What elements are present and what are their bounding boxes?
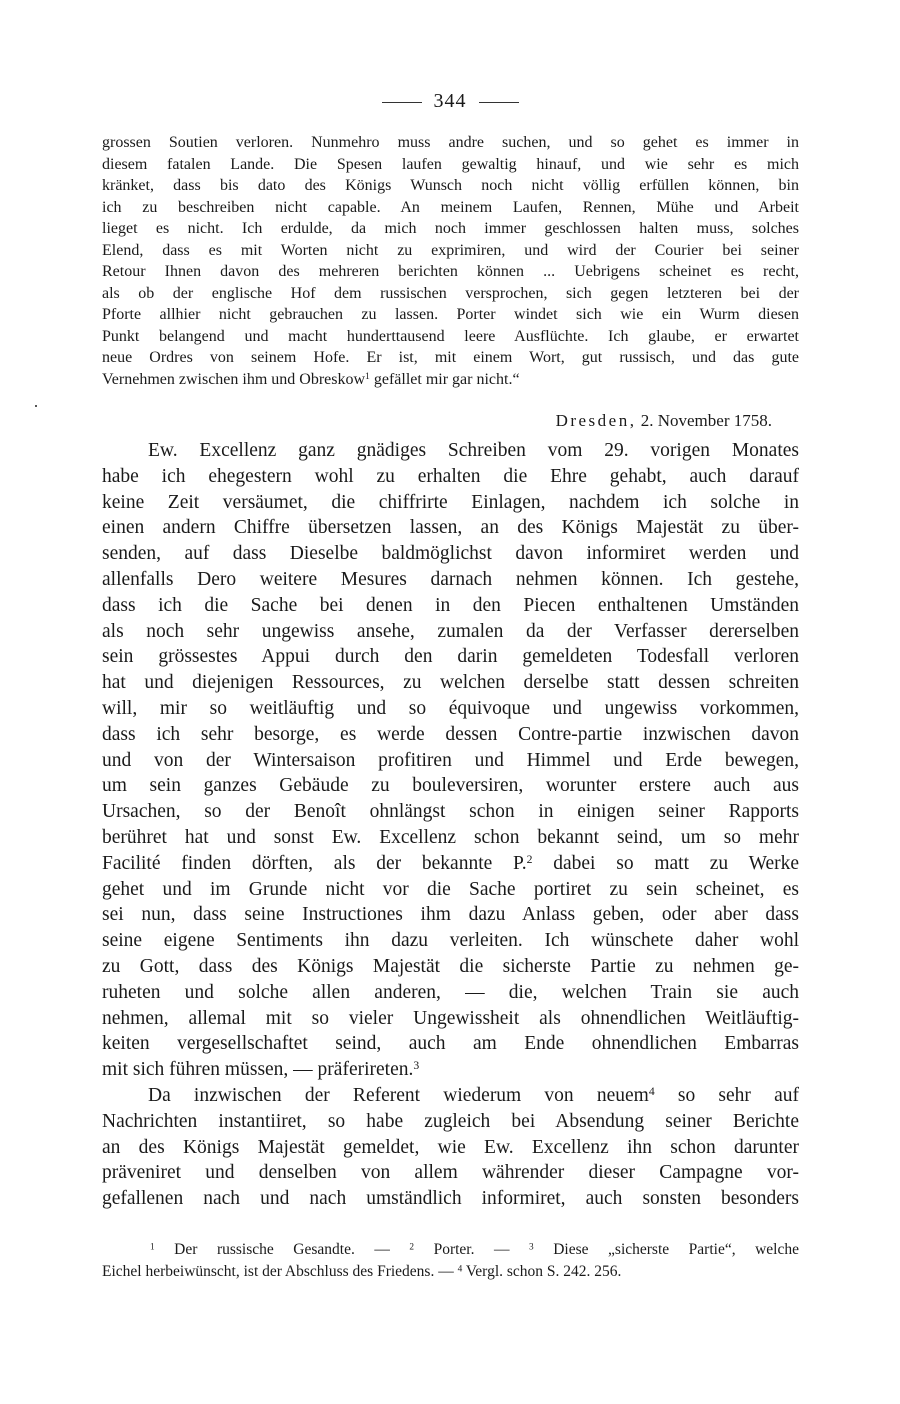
letter-body — [102, 438, 799, 1212]
margin-speck — [35, 405, 37, 407]
footnote-ref: 4 — [648, 1085, 655, 1099]
footnote-ref: 1 — [365, 370, 370, 382]
intro-line: neue Ordres von seinem Hofe. Er ist, mit einem Wort, gut russisch, und das gute — [102, 349, 799, 366]
body-line: präveniret und denselben von allem währender dieser Campagne vor- — [102, 1162, 799, 1184]
footnote-ref: 3 — [413, 1059, 420, 1073]
body-line-text: Facilité finden dörften, als der bekannte P. — [102, 852, 527, 874]
page-number-dash-left — [382, 102, 422, 103]
body-line: hat und diejenigen Ressources, zu welchen derselbe statt dessen schreiten — [102, 672, 799, 694]
intro-line: Pforte allhier nicht gebrauchen zu lassen. Porter windet sich wie ein Wurm diesen — [102, 306, 799, 323]
intro-line: kränket, dass bis dato des Königs Wunsch noch nicht völlig erfüllen können, bin — [102, 177, 799, 194]
intro-quote-block — [102, 132, 799, 390]
intro-line: lieget es nicht. Ich erdulde, da mich noch immer geschlossen halten muss, solches — [102, 220, 799, 237]
body-line: Nachrichten instantiiret, so habe zugleich bei Absendung seiner Berichte — [102, 1110, 799, 1132]
footnote-number: 4 — [457, 1264, 463, 1275]
footnote-number: 2 — [409, 1242, 415, 1253]
footnote-text: Porter. — — [414, 1241, 530, 1258]
body-line: allenfalls Dero weitere Mesures darnach nehmen können. Ich gestehe, — [102, 568, 799, 590]
footnote-text: Vergl. schon S. 242. 256. — [462, 1263, 622, 1280]
footnote-line — [102, 1239, 799, 1261]
body-line: sei nun, dass seine Instructiones ihm dazu Anlass geben, oder aber dass — [102, 904, 799, 926]
body-line: will, mir so weitläuftig und so équivoque und ungewiss vorkommen, — [102, 697, 799, 719]
body-line: Ursachen, so der Benoît ohnlängst schon in einigen seiner Rapports — [102, 801, 799, 823]
body-line: berühret hat und sonst Ew. Excellenz schon bekannt seind, um so mehr — [102, 826, 799, 848]
body-line: dass ich die Sache bei denen in den Piecen enthaltenen Umständen — [102, 594, 799, 616]
intro-line: Punkt belangend und macht hunderttausend leere Ausflüchte. Ich glaube, er erwartet — [102, 327, 799, 345]
body-line: keine Zeit versäumet, die chiffrirte Einlagen, nachdem ich solche in — [102, 491, 799, 513]
intro-line: Elend, dass es mit Worten nicht zu exprimiren, und wird der Courier bei seiner — [102, 241, 799, 259]
page-number-text: 344 — [433, 90, 467, 112]
intro-line-last — [102, 369, 799, 391]
dateline — [556, 411, 772, 431]
footnote-text: Der russische Gesandte. — — [154, 1241, 410, 1258]
footnote-number: 3 — [529, 1242, 534, 1253]
footnotes — [102, 1239, 799, 1283]
body-line: senden, auf dass Dieselbe baldmöglichst davon informiret werden und — [102, 543, 799, 565]
body-line-tail: dabei so matt zu Werke — [532, 852, 799, 874]
body-line: seine eigene Sentiments ihn dazu verleiten. Ich wünschete daher wohl — [102, 930, 799, 952]
footnote-text: Eichel herbeiwünscht, ist der Abschluss des Friedens. — — [102, 1263, 458, 1280]
dateline-date: 2. November 1758. — [636, 411, 772, 430]
intro-line: Retour Ihnen davon des mehreren berichten können ... Uebrigens scheinet es recht, — [102, 263, 799, 280]
body-line — [102, 1083, 799, 1109]
body-line: um sein ganzes Gebäude zu bouleversiren, worunter erstere auch aus — [102, 775, 799, 797]
footnote-ref: 2 — [526, 852, 533, 866]
dateline-place: Dresden, — [555, 411, 637, 430]
body-line: als noch sehr ungewiss ansehe, zumalen da der Verfasser dererselben — [102, 620, 799, 642]
intro-line: diesem fatalen Lande. Die Spesen laufen gewaltig hinauf, und wie sehr es mich — [102, 155, 799, 173]
body-line-text: Da inzwischen der Referent wiederum von neuem — [148, 1084, 649, 1106]
body-line: gehet und im Grunde nicht vor die Sache portiret zu sein scheinet, es — [102, 878, 799, 900]
page-number — [0, 90, 900, 113]
body-line: Ew. Excellenz ganz gnädiges Schreiben vom 29. vorigen Monates — [148, 440, 799, 461]
body-line: habe ich ehegestern wohl zu erhalten die Ehre gehabt, auch darauf — [102, 465, 799, 487]
intro-line: als ob der englische Hof dem russischen versprochen, sich gegen letzteren bei der — [102, 284, 799, 302]
body-line: gefallenen nach und nach umständlich informiret, auch sonsten besonders — [102, 1188, 799, 1210]
body-line: dass ich sehr besorge, es werde dessen Contre-partie inzwischen davon — [102, 723, 799, 745]
body-line-tail: so sehr auf — [654, 1084, 799, 1106]
body-line: nehmen, allemal mit so vieler Ungewissheit als ohnendlichen Weitläuftig- — [102, 1007, 799, 1029]
body-line: keiten vergesellschaftet seind, auch am Ende ohnendlichen Embarras — [102, 1033, 799, 1055]
page-number-dash-right — [479, 102, 519, 103]
intro-line: grossen Soutien verloren. Nunmehro muss andre suchen, und so gehet es immer in — [102, 134, 799, 151]
body-line: an des Königs Majestät gemeldet, wie Ew. Excellenz ihn schon darunter — [102, 1136, 799, 1158]
body-line-text: mit sich führen müssen, — präferireten. — [102, 1059, 414, 1081]
body-line — [102, 851, 799, 877]
intro-line-tail: gefället mir gar nicht.“ — [369, 370, 520, 388]
body-line: und von der Wintersaison profitiren und Himmel und Erde bewegen, — [102, 749, 799, 771]
body-line-last — [102, 1057, 799, 1083]
body-line: sein grössestes Appui durch den darin gemeldeten Todesfall verloren — [102, 646, 799, 668]
body-line: ruheten und solche allen anderen, — die, welchen Train sie auch — [102, 981, 799, 1003]
footnote-number: 1 — [150, 1242, 155, 1253]
body-line: einen andern Chiffre übersetzen lassen, an des Königs Majestät zu über- — [102, 517, 799, 539]
body-line: zu Gott, dass des Königs Majestät die sicherste Partie zu nehmen ge- — [102, 955, 799, 977]
footnote-text: Diese „sicherste Partie“, welche — [533, 1241, 799, 1258]
intro-line-text: Vernehmen zwischen ihm und Obreskow — [102, 370, 366, 388]
footnote-line — [102, 1261, 799, 1283]
intro-line: ich zu beschreiben nicht capable. An meinem Laufen, Rennen, Mühe und Arbeit — [102, 198, 799, 216]
